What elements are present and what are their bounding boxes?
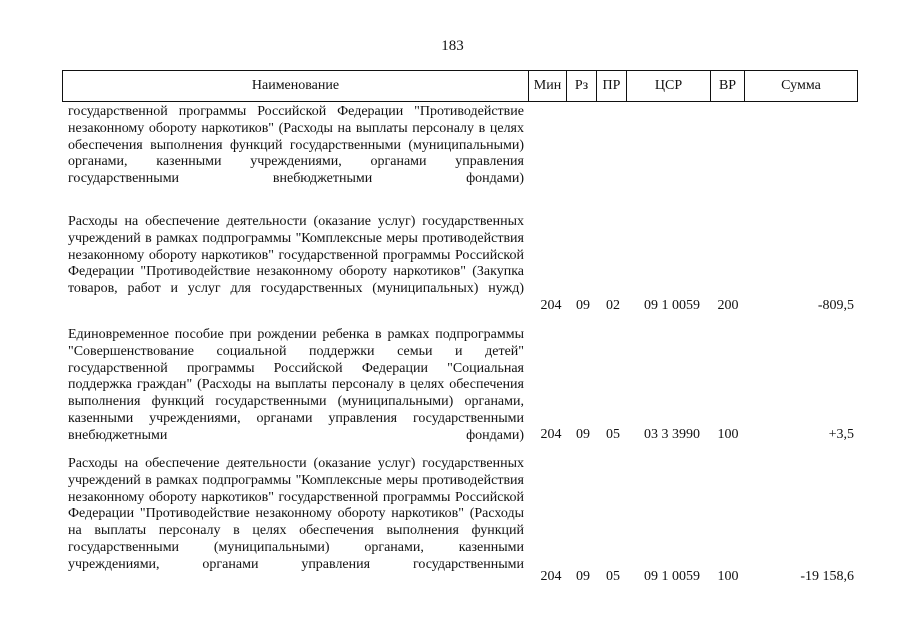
row-pr: 05 [606, 569, 620, 584]
row-csr: 03 3 3990 [644, 427, 700, 442]
column-header-rz: Рз [566, 70, 596, 102]
row-pr: 02 [606, 298, 620, 313]
column-header-name: Наименование [62, 70, 528, 102]
row-sum: +3,5 [828, 427, 854, 442]
row-sum: -19 158,6 [800, 569, 854, 584]
column-header-pr: ПР [596, 70, 626, 102]
row-csr: 09 1 0059 [644, 298, 700, 313]
row-min: 204 [540, 569, 562, 584]
row-rz: 09 [576, 427, 590, 442]
row-sum: -809,5 [817, 298, 854, 313]
page-number: 183 [441, 38, 464, 54]
column-header-min: Мин [528, 70, 566, 102]
row-vr: 200 [717, 298, 739, 313]
row-min: 204 [540, 427, 562, 442]
row-name: Расходы на обеспечение деятельности (оказание услуг) государственных учреждений в рамках подпрограммы "Комплексные меры противодействия незаконному обороту наркотиков" государственной программы Российской Федерации "Противодействие незаконному обороту наркотиков" (Расходы на выплаты персоналу в целях обеспечения выполнения функций государственными (муниципальными) органами, казенными учреждениями, органами управления государственными [68, 456, 524, 572]
column-header-vr: ВР [710, 70, 744, 102]
row-vr: 100 [717, 427, 739, 442]
row-rz: 09 [576, 298, 590, 313]
row-pr: 05 [606, 427, 620, 442]
row-vr: 100 [717, 569, 739, 584]
row-rz: 09 [576, 569, 590, 584]
row-csr: 09 1 0059 [644, 569, 700, 584]
column-header-csr: ЦСР [626, 70, 710, 102]
row-min: 204 [540, 298, 562, 313]
column-header-sum: Сумма [744, 70, 858, 102]
row-name: государственной программы Российской Федерации "Противодействие незаконному обороту наркотиков" (Расходы на выплаты персоналу в целях обеспечения выполнения функций государственными (муниципальными) органами, казенными учреждениями, органами управления государственными внебюджетными фондами) [68, 104, 524, 187]
row-name: Единовременное пособие при рождении ребенка в рамках подпрограммы "Совершенствование социальной поддержки семьи и детей" государственной программы Российской Федерации "Социальная поддержка граждан" (Расходы на выплаты персоналу в целях обеспечения выполнения функций государственными (муниципальными) органами, казенными учреждениями, органами управления государственными внебюджетными фондами) [68, 327, 524, 443]
row-name: Расходы на обеспечение деятельности (оказание услуг) государственных учреждений в рамках подпрограммы "Комплексные меры противодействия незаконному обороту наркотиков" государственной программы Российской Федерации "Противодействие незаконному обороту наркотиков" (Закупка товаров, работ и услуг для государственных (муниципальных) нужд) [68, 214, 524, 297]
